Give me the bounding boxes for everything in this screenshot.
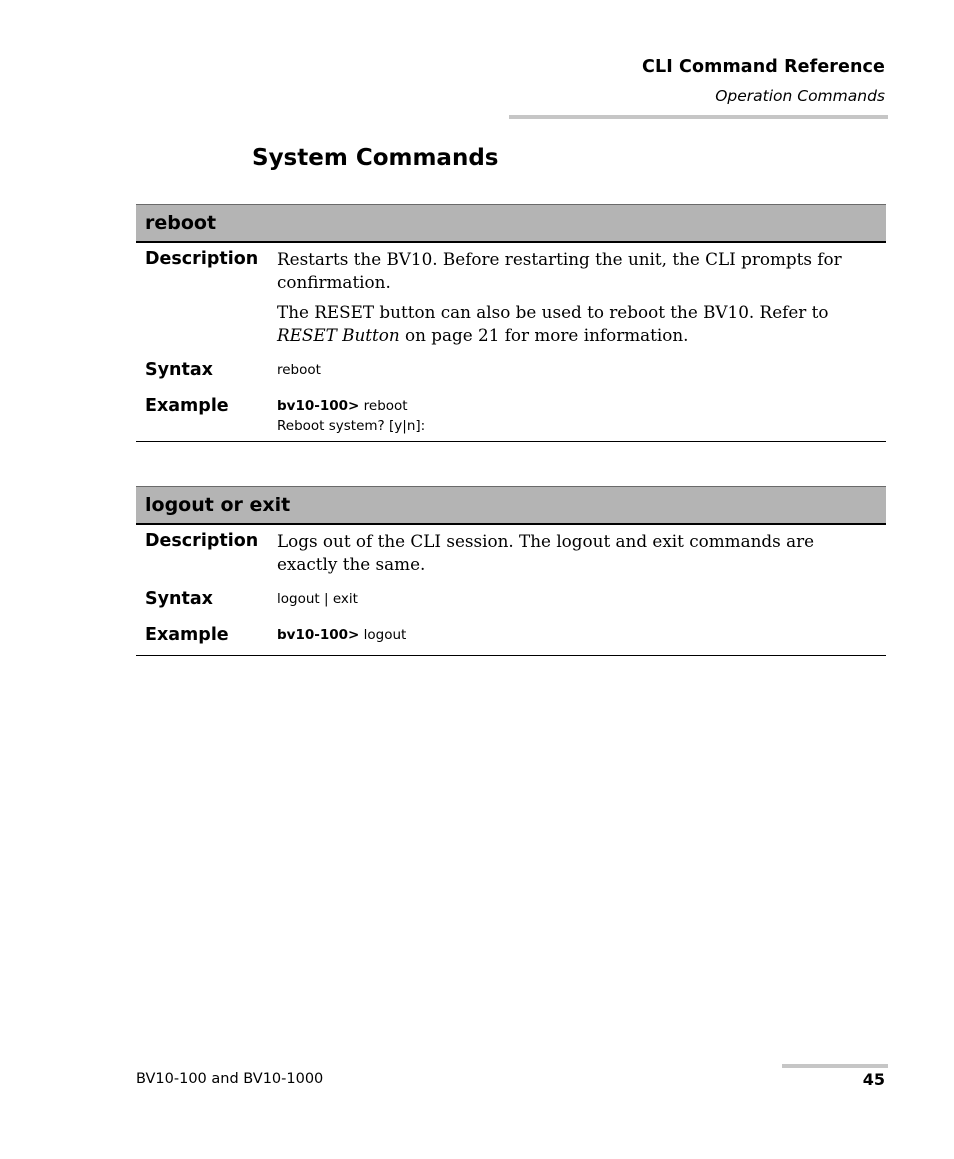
syntax-code: reboot (277, 362, 321, 378)
running-header-subtitle: Operation Commands (715, 87, 885, 105)
syntax-label: Syntax (145, 589, 213, 609)
command-name: reboot (145, 212, 217, 234)
description-text (277, 530, 878, 576)
page-title: System Commands (252, 145, 499, 171)
example-code (277, 625, 406, 645)
example-label: Example (145, 625, 229, 645)
running-header-title: CLI Command Reference (642, 57, 885, 77)
description-label: Description (145, 249, 259, 269)
command-bottom-rule (136, 441, 886, 442)
command-name: logout or exit (145, 494, 291, 516)
description-paragraph: Restarts the BV10. Before restarting the unit, the CLI prompts for confirmation. (277, 249, 842, 292)
example-label: Example (145, 396, 229, 416)
page-number: 45 (862, 1070, 885, 1089)
command-bottom-rule (136, 655, 886, 656)
footer-rule (782, 1064, 888, 1068)
example-code (277, 396, 425, 436)
example-command: reboot (359, 398, 408, 414)
command-header (136, 486, 886, 525)
description-paragraph: The RESET button can also be used to reboot the BV10. Refer to RESET Button on page 21 for more information. (277, 302, 829, 345)
header-rule (509, 115, 888, 119)
command-header (136, 204, 886, 243)
syntax-code: logout | exit (277, 591, 358, 607)
description-paragraph: Logs out of the CLI session. The logout and exit commands are exactly the same. (277, 531, 815, 574)
example-command: logout (359, 627, 407, 643)
reset-button-xref: RESET Button (277, 325, 400, 345)
command-block-reboot (136, 204, 886, 442)
footer-product: BV10-100 and BV10-1000 (136, 1071, 324, 1087)
cli-prompt: bv10-100> (277, 627, 360, 643)
example-output: Reboot system? [y|n]: (277, 418, 426, 434)
description-text (277, 248, 878, 347)
syntax-label: Syntax (145, 360, 213, 380)
command-block-logout (136, 486, 886, 656)
cli-prompt: bv10-100> (277, 398, 360, 414)
description-label: Description (145, 531, 259, 551)
